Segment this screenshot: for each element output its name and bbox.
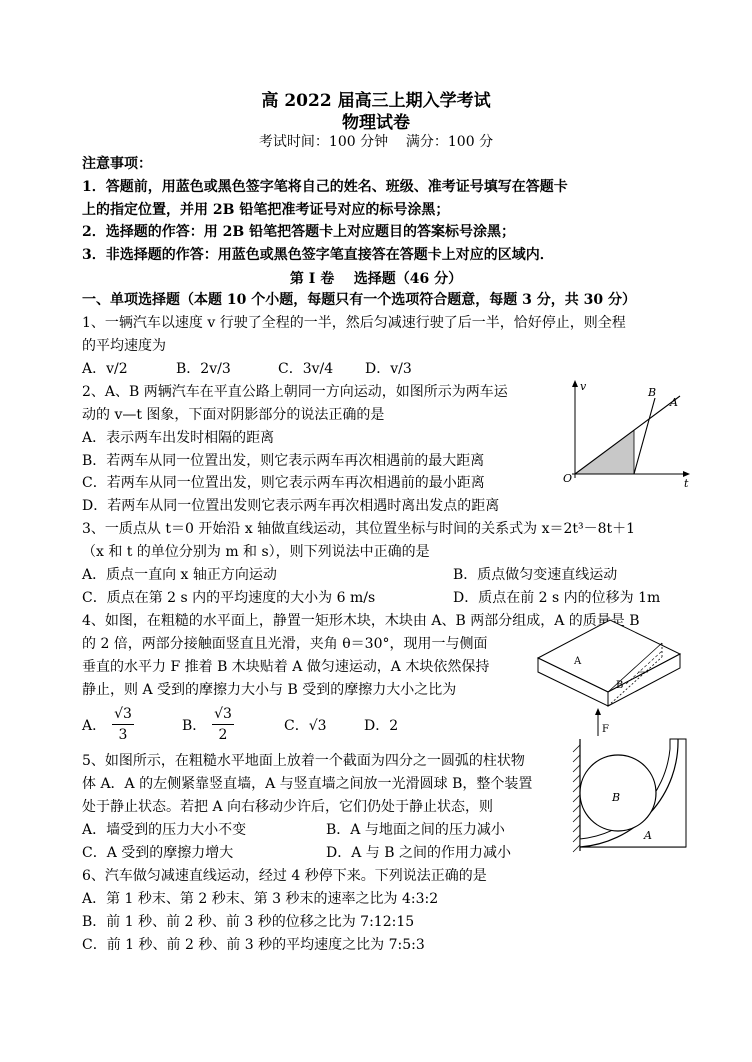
q2-axis-t: t: [684, 477, 689, 488]
q2-line-b: [634, 398, 655, 474]
q5-option-b: B．A 与地面之间的压力减小: [326, 822, 505, 838]
q2-label-b: B: [648, 386, 657, 399]
q6-option-b: B．前 1 秒、前 2 秒、前 3 秒的位移之比为 7:12:15: [82, 914, 415, 930]
exam-info: 考试时间：100 分钟 满分：100 分: [258, 134, 494, 150]
q3-option-b: B．质点做匀变速直线运动: [453, 567, 618, 583]
q4-line2: 的 2 倍，两部分接触面竖直且光滑，夹角 θ＝30°，现用一与侧面: [82, 636, 488, 652]
q1-line2: 的平均速度为: [82, 338, 166, 354]
q4-line1: 4、如图，在粗糙的水平面上，静置一矩形木块，木块由 A、B 两部分组成，A 的质量是 B: [82, 613, 640, 629]
q1-option-b: B．2v/3: [176, 361, 231, 377]
q5-option-a: A．墙受到的压力大小不变: [82, 822, 247, 838]
exam-title: 高 2022 届高三上期入学考试: [261, 91, 491, 111]
q4-option-b-num: √3: [212, 704, 234, 725]
q2-option-b: B．若两车从同一位置出发，则它表示两车再次相遇前的最大距离: [82, 453, 485, 469]
q6-option-a: A．第 1 秒末、第 2 秒末、第 3 秒末的速率之比为 4:3:2: [82, 891, 439, 907]
q5-label-b: B: [612, 791, 621, 804]
q2-option-a: A．表示两车出发时相隔的距离: [82, 430, 275, 446]
q4-option-c: C．√3: [284, 718, 327, 734]
exam-subject: 物理试卷: [342, 113, 410, 133]
q6-line1: 6、汽车做匀减速直线运动，经过 4 秒停下来。下列说法正确的是: [82, 868, 487, 884]
q4-option-b-fraction: [212, 704, 234, 745]
q3-option-a: A．质点一直向 x 轴正方向运动: [82, 567, 277, 583]
q2-line1: 2、A、B 两辆汽车在平直公路上朝同一方向运动，如图所示为两车运: [82, 384, 508, 400]
q5-line2: 体 A．A 的左侧紧靠竖直墙，A 与竖直墙之间放一光滑圆球 B，整个装置: [82, 776, 533, 792]
q4-option-a-num: √3: [112, 704, 134, 725]
q4-option-a-den: 3: [118, 727, 128, 743]
notice-line3: 3．非选择题的作答：用蓝色或黑色签字笔直接答在答题卡上对应的区域内．: [82, 247, 554, 263]
q3-option-c: C．质点在第 2 s 内的平均速度的大小为 6 m/s: [82, 590, 376, 606]
q1-option-a: A．v/2: [82, 361, 128, 377]
q4-block-figure: [534, 614, 684, 742]
notice-heading: 注意事项：: [82, 156, 152, 172]
q2-option-d: D．若两车从同一位置出发则它表示两车再次相遇时离出发点的距离: [82, 498, 500, 514]
single-choice-heading: 一、单项选择题（本题 10 个小题，每题只有一个选项符合题意，每题 3 分，共 30 分）: [82, 292, 636, 308]
q5-label-a: A: [644, 829, 652, 842]
q2-label-a: A: [670, 396, 678, 409]
notice-line1a: 1．答题前，用蓝色或黑色签字笔将自己的姓名、班级、准考证号填写在答题卡: [82, 179, 568, 195]
notice-line2: 2．选择题的作答：用 2B 铅笔把答题卡上对应题目的答案标号涂黑；: [82, 224, 516, 240]
q2-vt-graph: [558, 378, 693, 488]
q2-origin: O: [563, 472, 573, 485]
q4-label-a: A: [574, 656, 582, 667]
q1-option-d: D．v/3: [365, 361, 412, 377]
q5-option-d: D．A 与 B 之间的作用力减小: [326, 845, 511, 861]
q2-option-c: C．若两车从同一位置出发，则它表示两车再次相遇前的最小距离: [82, 475, 485, 491]
q4-line4: 静止，则 A 受到的摩擦力大小与 B 受到的摩擦力大小之比为: [82, 682, 457, 698]
q4-option-a-label: A．: [82, 718, 107, 734]
q4-option-b-den: 2: [218, 727, 228, 743]
q1-option-c: C．3v/4: [278, 361, 334, 377]
q3-line1: 3、一质点从 t＝0 开始沿 x 轴做直线运动，其位置坐标与时间的关系式为 x＝2t³－8t＋1: [82, 521, 636, 537]
q4-label-f: F: [602, 724, 609, 735]
q4-line3: 垂直的水平力 F 推着 B 木块贴着 A 做匀速运动，A 木块依然保持: [82, 659, 490, 675]
q4-label-b: B: [616, 680, 624, 691]
q2-line2: 动的 v—t 图象，下面对阴影部分的说法正确的是: [82, 407, 385, 423]
q5-option-c: C．A 受到的摩擦力增大: [82, 845, 234, 861]
q3-option-d: D．质点在前 2 s 内的位移为 1m: [453, 590, 661, 606]
q3-line2: （x 和 t 的单位分别为 m 和 s），则下列说法中正确的是: [82, 544, 430, 560]
q4-option-b-label: B．: [182, 718, 207, 734]
part-heading: 第 I 卷 选择题（46 分）: [289, 271, 463, 287]
notice-line1b: 上的指定位置，并用 2B 铅笔把准考证号对应的标号涂黑；: [82, 202, 450, 218]
q1-line1: 1、一辆汽车以速度 v 行驶了全程的一半，然后匀减速行驶了后一半，恰好停止，则全程: [82, 315, 626, 331]
q4-option-d: D．2: [364, 718, 399, 734]
q5-line3: 处于静止状态。若把 A 向右移动少许后，它们仍处于静止状态，则: [82, 799, 494, 815]
q5-sphere-figure: [566, 735, 690, 855]
q2-axis-v: v: [580, 380, 587, 393]
q5-line1: 5、如图所示，在粗糙水平地面上放着一个截面为四分之一圆弧的柱状物: [82, 753, 525, 769]
q4-option-a-fraction: [112, 704, 134, 745]
q6-option-c: C．前 1 秒、前 2 秒、前 3 秒的平均速度之比为 7:5:3: [82, 937, 425, 953]
